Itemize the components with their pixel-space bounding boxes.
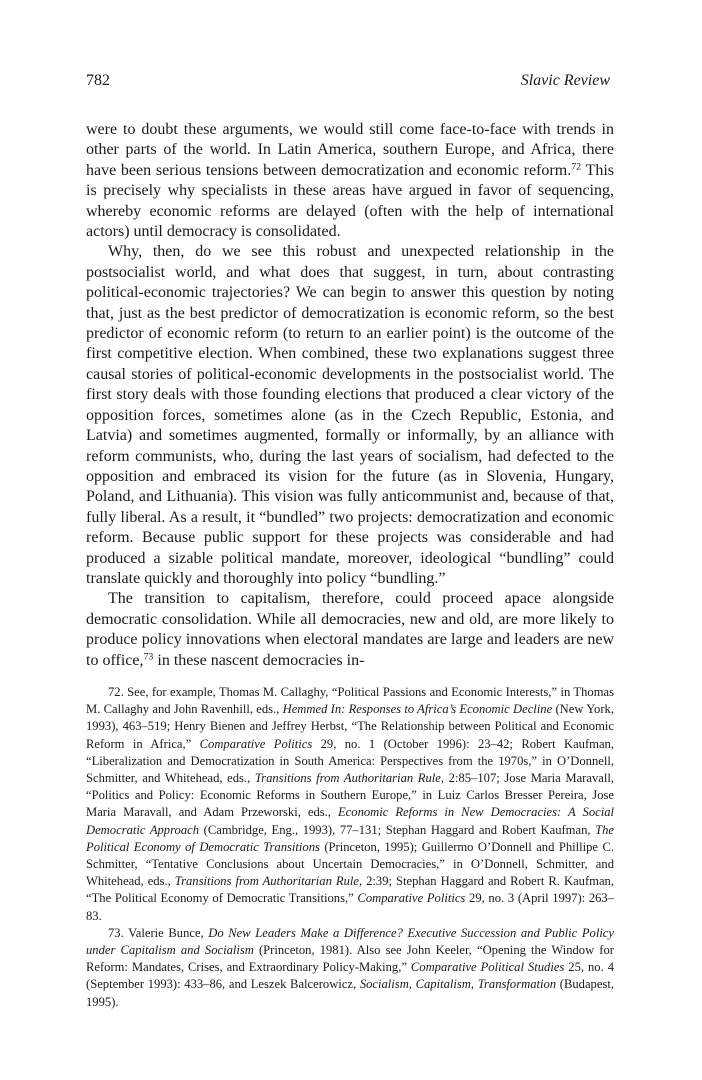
footnote-text: 72. See, for example, Thomas M. Callaghy, “Political Passions and Economic Interests,” in Thomas M. Callaghy and John Ravenhill, eds., bbox=[86, 685, 614, 717]
footnote-title: Economic Reforms in New Democracies: A Social Democratic Approach bbox=[86, 805, 614, 837]
paragraph-text: were to doubt these arguments, we would still come face-to-face with trends in other parts of the world. In Latin America, southern Europe, and Africa, there have been serious tensions between democratization and economic reform. bbox=[86, 121, 614, 179]
paragraph-1 bbox=[86, 120, 614, 242]
footnote-text: 73. Valerie Bunce, bbox=[108, 925, 209, 940]
footnote-text: (Princeton, 1981). Also see John Keeler, “Opening the Window for Reform: Mandates, Crises, and Extraordinary Policy-Making,” bbox=[86, 943, 614, 975]
footnote-title: Do New Leaders Make a Difference? Executive Succession and Public Policy under Capitalism and Socialism bbox=[86, 925, 614, 958]
footnote-text: (New York, 1993), 463–519; Henry Bienen and Jeffrey Herbst, “The Relationship between Political and Economic Reform in Africa,” bbox=[86, 702, 614, 751]
paragraph-text: in these nascent democracies in- bbox=[153, 651, 365, 669]
paragraph-2 bbox=[86, 242, 614, 589]
footnote-text: (Cambridge, Eng., 1993), 77–131; Stephan Haggard and Robert Kaufman, bbox=[199, 822, 596, 837]
footnote-title: Comparative Political Studies bbox=[410, 960, 565, 975]
running-head: Slavic Review bbox=[520, 72, 610, 89]
footnote-title: Transitions from Authoritarian Rule, bbox=[174, 874, 363, 889]
footnote-ref-72[interactable]: 72 bbox=[571, 161, 582, 173]
footnote-text: 25, no. 4 (September 1993): 433–86, and Leszek Balcerowicz, bbox=[86, 960, 614, 992]
footnote-title: Hemmed In: Responses to Africa’s Economic Decline bbox=[282, 702, 553, 717]
footnote-text: 29, no. 3 (April 1997): 263–83. bbox=[86, 891, 615, 923]
footnote-ref-73[interactable]: 73 bbox=[143, 651, 154, 663]
paragraph-text: This is precisely why specialists in these areas have argued in favor of sequencing, whereby economic reforms are delayed (often with the help of international actors) until democracy is consolidated. bbox=[86, 161, 615, 241]
footnote-73 bbox=[86, 925, 614, 1011]
footnote-72 bbox=[86, 684, 614, 925]
paragraph-3 bbox=[86, 589, 614, 671]
footnote-text: 2:39; Stephan Haggard and Robert R. Kaufman, “The Political Economy of Democratic Transitions,” bbox=[86, 874, 614, 906]
footnote-title: Transitions from Authoritarian Rule, bbox=[254, 771, 445, 786]
footnotes bbox=[86, 684, 614, 1011]
footnote-title: Socialism, Capitalism, Transformation bbox=[359, 977, 557, 992]
footnote-text: 2:85–107; Jose Maria Maravall, “Politics and Policy: Economic Reforms in Southern Europe,” in Luiz Carlos Bresser Pereira, Jose Maria Maravall, and Adam Przeworski, eds., bbox=[86, 771, 614, 820]
paragraph-text: Why, then, do we see this robust and unexpected relationship in the postsocialist world, and what does that suggest, in turn, about contrasting political-economic trajectories? We can begin to answer this question by noting that, just as the best predictor of democratization is economic reform, so the best predictor of economic reform (to return to an earlier point) is the outcome of the first competitive election. When combined, these two explanations suggest three causal stories of political-economic developments in the postsocialist world. The first story deals with those founding elections that produced a clear victory of the opposition forces, sometimes alone (as in the Czech Republic, Estonia, and Latvia) and sometimes augmented, formally or informally, by an alliance with reform communists, who, during the last years of socialism, had defected to the opposition and embraced its vision for the future (as in Slovenia, Hungary, Poland, and Lithuania). This vision was fully anticommunist and, because of that, fully liberal. As a result, it “bundled” two projects: democratization and economic reform. Because public support for these projects was considerable and had produced a sizable political mandate, moreover, ideological “bundling” could translate quickly and thoroughly into policy “bundling.” bbox=[86, 243, 614, 587]
footnote-text: (Budapest, 1995). bbox=[86, 977, 614, 1009]
footnote-title: Comparative Politics bbox=[357, 891, 466, 906]
footnote-text: (Princeton, 1995); Guillermo O’Donnell and Phillipe C. Schmitter, “Tentative Conclusions about Uncertain Democracies,” in O’Donnell, Schmitter, and Whitehead, eds., bbox=[86, 839, 614, 889]
paragraph-text: The transition to capitalism, therefore, could proceed apace alongside democratic consolidation. While all democracies, new and old, are more likely to produce policy innovations when electoral mandates are large and leaders are new to office, bbox=[86, 590, 614, 669]
footnote-text: 29, no. 1 (October 1996): 23–42; Robert Kaufman, “Liberalization and Democratization in South America: Perspectives from the 1970s,” in O’Donnell, Schmitter, and Whitehead, eds., bbox=[86, 736, 614, 786]
body-text bbox=[86, 120, 614, 671]
page-number: 782 bbox=[86, 72, 110, 89]
footnote-title: The Political Economy of Democratic Transitions bbox=[86, 822, 615, 854]
footnote-title: Comparative Politics bbox=[199, 736, 313, 751]
